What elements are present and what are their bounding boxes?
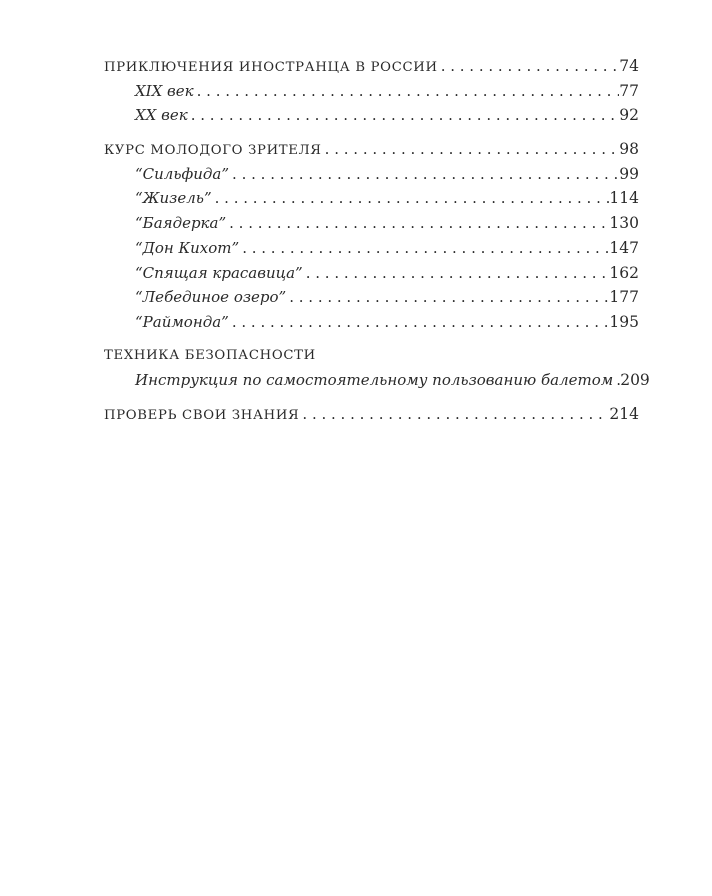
dot-leader <box>438 54 620 79</box>
dot-leader <box>299 402 609 427</box>
dot-leader <box>286 285 609 310</box>
toc-section <box>104 344 650 393</box>
toc-entry[interactable] <box>104 211 639 236</box>
toc-entry[interactable] <box>104 261 639 286</box>
dot-leader <box>226 211 609 236</box>
toc-entry-title: “Спящая красавица” <box>135 263 303 282</box>
toc-page-number: 92 <box>619 106 639 125</box>
toc-entry-title: XX век <box>135 106 188 125</box>
toc-entry[interactable] <box>104 368 650 393</box>
toc-page-number: 177 <box>609 288 639 307</box>
toc-section-title: КУРС МОЛОДОГО ЗРИТЕЛЯ <box>104 143 322 159</box>
toc-page-number: 214 <box>609 404 639 423</box>
toc-page-number: 162 <box>609 263 639 282</box>
toc-page-number: 74 <box>619 57 639 75</box>
toc-section-title: ПРИКЛЮЧЕНИЯ ИНОСТРАНЦА В РОССИИ <box>104 60 438 75</box>
dot-leader <box>229 310 610 335</box>
toc-entry[interactable] <box>104 103 639 128</box>
toc-entry-title: “Дон Кихот” <box>135 238 240 257</box>
toc-section-heading[interactable] <box>104 344 639 369</box>
toc-entry[interactable] <box>104 162 639 187</box>
toc-entry-title: Инструкция по самостоятельному пользованию балетом <box>135 371 614 390</box>
toc-section-title: ТЕХНИКА БЕЗОПАСНОСТИ <box>104 347 316 363</box>
toc-page-number: 195 <box>609 312 639 331</box>
toc-entry[interactable] <box>104 186 639 211</box>
dot-leader <box>322 137 620 162</box>
toc-page-number: 98 <box>619 140 639 159</box>
dot-leader <box>613 368 620 393</box>
toc-entry[interactable] <box>104 79 639 104</box>
toc-page-number: 209 <box>620 371 650 390</box>
toc-section-heading[interactable] <box>104 54 639 79</box>
dot-leader <box>188 103 620 128</box>
toc-entry-title: “Жизель” <box>135 189 212 208</box>
toc-section <box>104 54 639 128</box>
toc-entry-title: “Раймонда” <box>135 312 229 331</box>
toc-page-number: 114 <box>609 189 639 208</box>
toc-entry[interactable] <box>104 285 639 310</box>
toc-entry[interactable] <box>104 310 639 335</box>
toc-entry-title: XIX век <box>135 81 194 100</box>
toc-page-number: 99 <box>619 164 639 183</box>
toc-section-title: ПРОВЕРЬ СВОИ ЗНАНИЯ <box>104 407 300 423</box>
toc-page-number: 147 <box>609 238 639 257</box>
toc-entry[interactable] <box>104 236 639 261</box>
toc-entry-title: “Баядерка” <box>135 214 227 233</box>
toc-entry-title: “Лебединое озеро” <box>135 288 287 307</box>
toc-section-heading[interactable] <box>104 137 639 162</box>
toc-section <box>104 402 639 427</box>
toc-entry-title: “Сильфида” <box>135 164 230 183</box>
dot-leader <box>194 79 620 104</box>
toc-section-heading[interactable] <box>104 402 639 427</box>
toc-section <box>104 137 639 335</box>
table-of-contents <box>104 54 650 436</box>
dot-leader <box>239 236 609 261</box>
dot-leader <box>212 186 610 211</box>
dot-leader <box>303 261 610 286</box>
toc-page-number: 77 <box>619 81 639 100</box>
dot-leader <box>229 162 619 187</box>
toc-page-number: 130 <box>609 214 639 233</box>
